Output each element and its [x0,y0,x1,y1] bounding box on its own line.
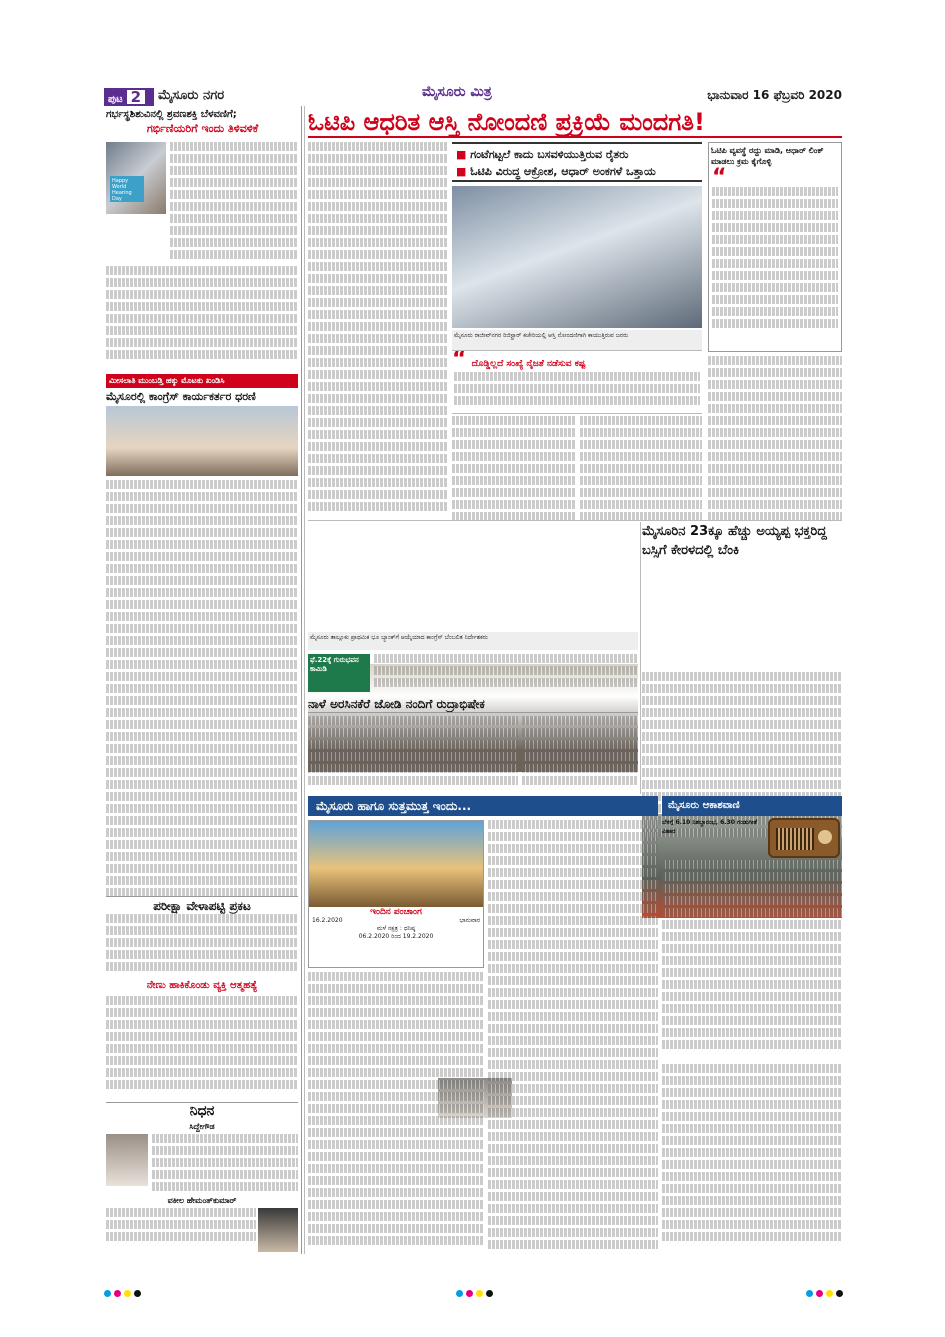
story4-body [106,996,298,1102]
lead-bullets [452,142,702,182]
lead-body-left [308,142,448,522]
story4-headline: ನೇಣು ಹಾಕಿಕೊಂಡು ವ್ಯಕ್ತಿ ಆತ್ಮಹತ್ಯೆ [146,980,258,991]
today-listings-mid [488,820,658,1254]
gurubhavana-body [374,654,638,690]
panchanga-range: 06.2.2020 ರಿಂದ 19.2.2020 [358,933,434,940]
rudrabhisheka-body [308,716,518,792]
story3-headline: ಪರೀಕ್ಷಾ ವೇಳಾಪಟ್ಟಿ ಪ್ರಕಟ [106,896,298,914]
today-banner: ಮೈಸೂರು ಹಾಗೂ ಸುತ್ತಮುತ್ತ ಇಂದು... [308,796,658,816]
lead-photo-caption: ಮೈಸೂರು ರಾಜೀವ್‌ನಗರ ರಿಜಿಸ್ಟ್ರಾರ್ ಕಚೇರಿಯಲ್ಲಿ ಆಸ್ತಿ ನೋಂದಣಿಗಾಗಿ ಕಾಯುತ್ತಿರುವ ಜನರು [452,330,702,352]
left-column [104,106,302,1254]
fire-headline: ಮೈಸೂರಿನ 23ಕ್ಕೂ ಹೆಚ್ಚು ಅಯ್ಯಪ್ಪ ಭಕ್ತರಿದ್ದ ಬಸ್ಸಿಗೆ ಕೇರಳದಲ್ಲಿ ಬೆಂಕಿ [642,524,827,558]
registration-mark [476,1290,483,1297]
panchanga-title: ಇಂದಿನ ಪಂಚಾಂಗ [370,907,422,917]
obituary-2-photo [258,1208,298,1252]
panchanga-date-right: ಭಾನುವಾರ [459,917,480,924]
fire-body [642,672,842,842]
story2-kicker: ಮೀಸಲಾತಿ ಮುಂಬಡ್ತಿ ಹಕ್ಕು ಮೊಟಕು ಖಂಡಿಸಿ [106,374,298,388]
page-number-box [104,88,154,106]
registration-mark [816,1290,823,1297]
panchanga-nakshatra: ಮಳೆ ನಕ್ಷತ್ರ : ಧನಿಷ್ಠ [376,925,416,932]
obituary-1-photo [106,1134,148,1186]
sidebar-quote-icon: “ [712,165,727,190]
registration-mark [134,1290,141,1297]
group-photo-caption: ಮೈಸೂರು ತಾಲ್ಲೂಕು ಪ್ರಾಥಮಿಕ ಭೂ ಬ್ಯಾಂಕ್‌ಗೆ ಆಯ್ಕೆಯಾದ ಕಾಂಗ್ರೆಸ್ ಬೆಂಬಲಿತ ನಿರ್ದೇಶಕರು [308,632,638,650]
lead-bullet-1: ■ ಗಂಟೆಗಟ್ಟಲೆ ಕಾದು ಬಸವಳಿಯುತ್ತಿರುವ ರೈತರು [456,146,698,163]
registration-mark [486,1290,493,1297]
story1-body [170,142,298,262]
panchanga-block [308,820,484,968]
obituary-heading: ನಿಧನ [106,1102,298,1119]
registration-mark [466,1290,473,1297]
obituary-1-name: ಸಿದ್ದೇಗೌಡ [189,1122,215,1131]
registration-mark [806,1290,813,1297]
lead-sidebar-head: ಓಟಿಪಿ ವ್ಯವಸ್ಥೆ ರದ್ದು ಮಾಡಿ, ಆಧಾರ್ ಲಿಂಕ್ ಮಾಡಲು ಕ್ರಮ ಕೈಗೊಳ್ಳಿ [711,146,824,166]
obituary-2-body [106,1208,256,1252]
story2-body [106,480,298,900]
registration-mark [104,1290,111,1297]
rudrabhisheka-headline: ನಾಳೆ ಅರಸಿನಕೆರೆ ಜೋಡಿ ನಂದಿಗೆ ರುದ್ರಾಭಿಷೇಕ [308,696,638,713]
registration-mark [456,1290,463,1297]
page-label: ಪುಟ [108,94,123,105]
story1-head-b: ಗರ್ಭಿಣಿಯರಿಗೆ ಇಂದು ತಿಳಿವಳಿಕೆ [146,122,259,135]
lead-bullet-2: ■ ಓಟಿಪಿ ವಿರುದ್ಧ ಆಕ್ರೋಶ, ಆಧಾರ್ ಅಂಕಗಳೆ ಒತ್ತಾಯ [456,163,698,180]
hearing-day-badge: Happy World Hearing Day [110,176,144,202]
panchanga-date-left: 16.2.2020 [312,917,343,924]
story2-photo [106,406,298,476]
radio-title: ಮೈಸೂರು ಆಕಾಶವಾಣಿ [662,796,842,816]
lead-body-right [708,356,842,528]
lead-headline: ಓಟಿಪಿ ಆಧರಿತ ಆಸ್ತಿ ನೋಂದಣಿ ಪ್ರಕ್ರಿಯೆ ಮಂದಗತಿ! [308,106,842,138]
masthead: ಮೈಸೂರು ಮಿತ್ರ [422,84,492,100]
radio-schedule [662,860,842,1060]
gurubhavana-tag-text: ಫೆ.22ಕ್ಕೆ ಗುರುಭವನ ಕಾಮಿಡಿ [310,656,359,673]
lead-quote-text: ದೊಡ್ಡಿಲ್ಲದೆ ಸಂಖ್ಯೆ ನೈಜತೆ ನಡೆಸುವ ಕಷ್ಟ [471,359,586,369]
section-title: ಮೈಸೂರು ನಗರ [158,88,225,103]
story2-headline: ಮೈಸೂರಲ್ಲಿ ಕಾಂಗ್ರೆಸ್ ಕಾರ್ಯಕರ್ತರ ಧರಣಿ [106,390,256,403]
page-number: 2 [127,90,145,104]
registration-mark [836,1290,843,1297]
story1-photo [106,142,166,214]
newspaper-page [104,84,842,1254]
today-listings-left [308,972,484,1254]
date-line: ಭಾನುವಾರ 16 ಫೆಬ್ರವರಿ 2020 [707,88,842,102]
palace-photo [309,821,483,907]
story3-body [106,914,298,978]
obituary-1-body [152,1134,298,1194]
radio-first-entry: ಬೆಳಿಗ್ಗೆ 6.10 ನಿಶಬ್ದಾರಂಭ, 6.30 ಗಂಡುಗೀತೆ ವಿಹಾರ [662,819,758,835]
story1-head-a: ಗರ್ಭಸ್ಥಶಿಶುವಿನಲ್ಲಿ ಶ್ರವಣಶಕ್ತಿ ಬೆಳವಣಿಗೆ; [106,109,237,120]
quote-mark-icon: “ [452,350,467,372]
lead-quote-box [452,350,702,414]
rudrabhisheka-body2 [522,716,638,792]
lead-photo [452,186,702,328]
lead-sidebar [708,142,842,352]
obituary-2-name: ವಕೀಲ ಹೇಮಂತ್‌ಕುಮಾರ್ [167,1196,237,1205]
registration-mark [124,1290,131,1297]
story1-headline [104,106,301,136]
radio-icon [768,818,840,858]
story1-body-cont [106,266,298,370]
page-header [104,84,842,106]
gurubhavana-tag [308,654,370,692]
registration-mark [114,1290,121,1297]
today-listings-right [662,1064,842,1254]
registration-mark [826,1290,833,1297]
